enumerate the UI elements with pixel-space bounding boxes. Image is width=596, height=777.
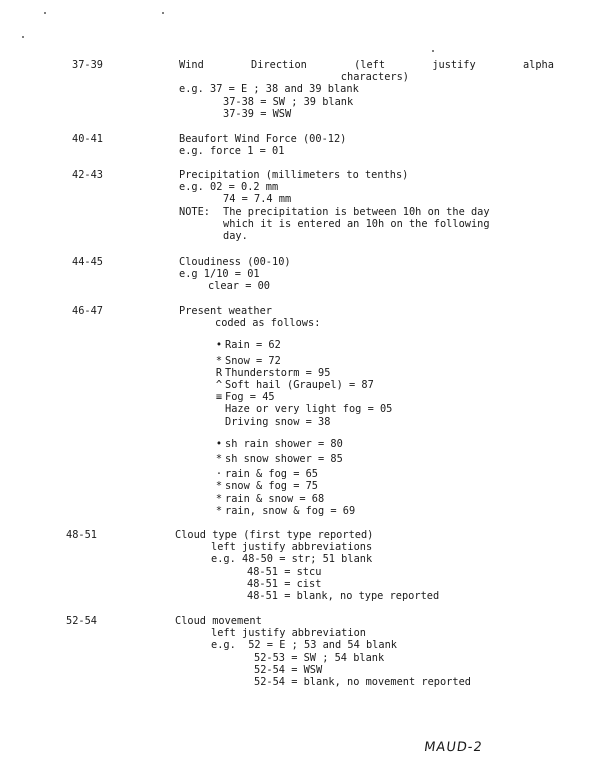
weather-code-row: • Rain = 62 — [213, 339, 554, 351]
entry-title: Beaufort Wind Force (00-12) — [179, 133, 347, 145]
weather-symbol-icon: • — [215, 437, 223, 450]
entry-body — [179, 256, 554, 293]
entry-title: Cloud type (first type reported) — [175, 529, 374, 541]
note-block — [179, 206, 554, 243]
weather-code-row: Driving snow = 38 — [225, 415, 331, 428]
weather-symbol-icon: * — [215, 504, 223, 517]
scan-speck — [22, 36, 24, 38]
scan-speck — [432, 50, 434, 52]
weather-code-row: ^ Soft hail (Graupel) = 87 — [213, 379, 554, 391]
weather-symbol-icon: R — [215, 366, 223, 379]
weather-symbol-icon: * — [215, 453, 223, 466]
weather-code-row: * Snow = 72 — [213, 355, 554, 367]
example-line: e.g 1/10 = 01 — [179, 268, 260, 281]
weather-symbol-icon: · — [215, 468, 223, 481]
weather-symbol-icon: * — [215, 492, 223, 505]
entry-title: Cloudiness (00-10) — [179, 256, 291, 268]
example-line: 48-51 = blank, no type reported — [247, 590, 440, 603]
entry-title-continued: characters) — [340, 71, 409, 84]
weather-symbol-icon: ≡ — [215, 391, 223, 404]
column-range: 42-43 — [72, 169, 103, 181]
weather-code-row: * snow & fog = 75 — [213, 480, 554, 492]
entry-subtitle: coded as follows: — [215, 317, 321, 330]
weather-code-row: R Thunderstorm = 95 — [213, 367, 554, 379]
entry-body — [179, 59, 554, 120]
weather-symbol-icon: ^ — [215, 379, 223, 392]
entry-body — [179, 133, 554, 157]
scan-speck — [162, 12, 164, 14]
weather-code-row: · rain & fog = 65 — [213, 468, 554, 480]
weather-symbol-icon: * — [215, 354, 223, 367]
entry-body — [179, 305, 554, 517]
column-range: 46-47 — [72, 305, 103, 317]
example-line: 48-51 = stcu — [247, 565, 322, 578]
example-line: e.g. 48-50 = str; 51 blank — [211, 553, 373, 566]
entry-title: Present weather — [179, 305, 272, 317]
weather-symbol-icon: • — [215, 339, 223, 352]
example-line: e.g. force 1 = 01 — [179, 145, 285, 158]
column-range: 40-41 — [72, 133, 103, 145]
example-line: 48-51 = cist — [247, 577, 322, 590]
note-line: day. — [223, 230, 248, 243]
entry-subtitle: left justify abbreviations — [211, 541, 373, 554]
example-line: 37-38 = SW ; 39 blank — [223, 95, 354, 108]
column-range: 48-51 — [66, 529, 97, 541]
entry-title: Precipitation (millimeters to tenths) — [179, 169, 409, 181]
column-range: 52-54 — [66, 615, 97, 627]
weather-code-row: • sh rain shower = 80 — [213, 438, 554, 450]
note-line: The precipitation is between 10h on the day — [223, 205, 490, 218]
example-line: 37-39 = WSW — [223, 107, 292, 120]
handwritten-note: MAUD-2 — [423, 740, 484, 755]
entry-body — [179, 169, 554, 242]
weather-code-row: ≡ Fog = 45 — [213, 391, 554, 403]
example-line: e.g. 52 = E ; 53 and 54 blank — [211, 639, 397, 652]
weather-code-row: Haze or very light fog = 05 — [225, 403, 393, 416]
column-range: 44-45 — [72, 256, 103, 268]
column-range: 37-39 — [72, 59, 103, 71]
entry-body — [175, 615, 554, 688]
example-line: clear = 00 — [208, 280, 270, 293]
entry-title: Wind Direction (left justify alpha — [179, 59, 554, 71]
weather-code-row: * sh snow shower = 85 — [213, 453, 554, 465]
example-line: 52-54 = WSW — [254, 663, 323, 676]
example-line: 74 = 7.4 mm — [223, 193, 292, 206]
entry-body — [175, 529, 554, 602]
weather-code-group — [179, 438, 554, 517]
weather-code-row: * rain, snow & fog = 69 — [213, 505, 554, 517]
example-line: e.g. 02 = 0.2 mm — [179, 181, 279, 194]
weather-code-row: * rain & snow = 68 — [213, 493, 554, 505]
weather-symbol-icon: * — [215, 480, 223, 493]
entry-title: Cloud movement — [175, 615, 262, 627]
scan-speck — [44, 12, 46, 14]
example-line: 52-53 = SW ; 54 blank — [254, 651, 385, 664]
note-label: NOTE: — [179, 205, 210, 218]
example-line: e.g. 37 = E ; 38 and 39 blank — [179, 83, 359, 96]
entry-subtitle: left justify abbreviation — [211, 627, 366, 640]
note-line: which it is entered an 10h on the following — [223, 217, 490, 230]
weather-code-group — [179, 339, 554, 427]
example-line: 52-54 = blank, no movement reported — [254, 676, 471, 689]
